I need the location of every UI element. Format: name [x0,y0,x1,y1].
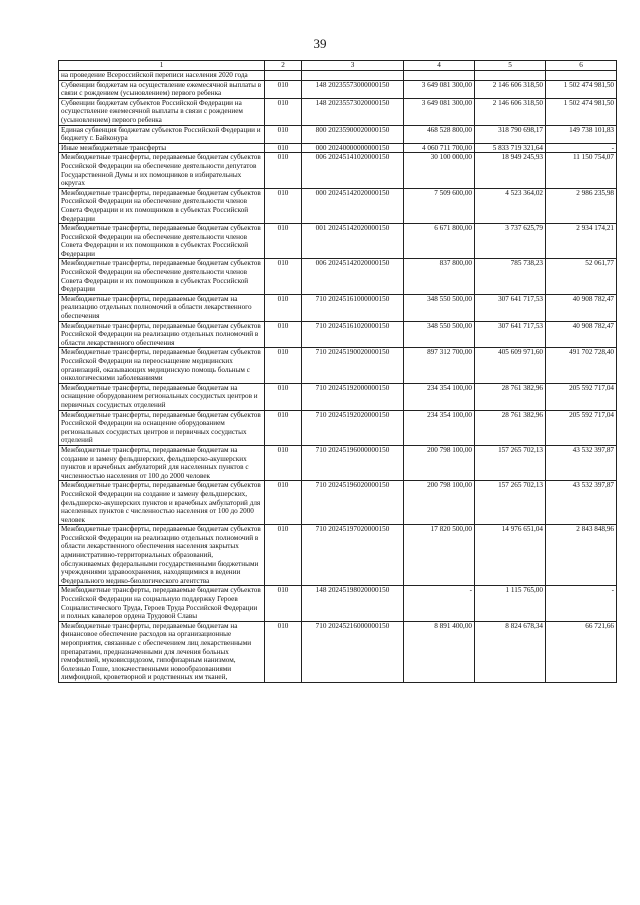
row-name: Межбюджетные трансферты, передаваемые бюджетам на создание и замену фельдшерских, фельдшерско-акушерских пунктов и врачебных амбулаторий для населенных пунктов с численностью населения от 100 до 2000 человек [59,445,265,480]
row-executed-amount: 157 265 702,13 [475,481,546,525]
row-budget-code: 000 20240000000000150 [302,143,404,153]
table-row [59,224,617,259]
row-line-code: 010 [265,98,302,125]
row-name: Субвенции бюджетам на осуществление ежемесячной выплаты в связи с рождением (усыновлением) первого ребенка [59,80,265,98]
row-approved-amount: 200 798 100,00 [404,445,475,480]
row-name: Межбюджетные трансферты, передаваемые бюджетам субъектов Российской Федерации на переоснащение медицинских организаций, оказывающих медицинскую помощь больным с онкологическими заболеваниями [59,348,265,383]
row-approved-amount: 3 649 081 300,00 [404,98,475,125]
table-header-row [59,61,617,71]
row-budget-code: 710 20245216000000150 [302,621,404,682]
row-approved-amount [404,71,475,81]
row-budget-code: 006 20245141020000150 [302,153,404,188]
row-executed-amount: 1 115 765,00 [475,586,546,621]
row-line-code: 010 [265,294,302,321]
row-approved-amount: 468 528 800,00 [404,125,475,143]
row-executed-amount [475,71,546,81]
table-row [59,321,617,348]
row-executed-amount: 157 265 702,13 [475,445,546,480]
row-unexecuted-amount: 2 986 235,98 [546,188,617,223]
row-approved-amount: 7 509 600,00 [404,188,475,223]
row-line-code: 010 [265,143,302,153]
row-unexecuted-amount: 11 150 754,07 [546,153,617,188]
row-unexecuted-amount: 149 738 101,83 [546,125,617,143]
row-line-code: 010 [265,259,302,294]
row-executed-amount: 2 146 606 318,50 [475,98,546,125]
row-approved-amount: 6 671 800,00 [404,224,475,259]
row-approved-amount: 3 649 081 300,00 [404,80,475,98]
table-row [59,153,617,188]
row-executed-amount: 3 737 625,79 [475,224,546,259]
row-budget-code: 710 20245161000000150 [302,294,404,321]
table-row [59,348,617,383]
row-line-code: 010 [265,80,302,98]
row-approved-amount: 4 060 711 700,00 [404,143,475,153]
row-unexecuted-amount: - [546,143,617,153]
row-executed-amount: 8 824 678,34 [475,621,546,682]
row-unexecuted-amount: 2 843 848,96 [546,525,617,586]
table-row [59,143,617,153]
row-name: Межбюджетные трансферты, передаваемые бюджетам субъектов Российской Федерации на оснащение оборудованием региональных сосудистых центров и первичных сосудистых отделений [59,410,265,445]
row-name: на проведение Всероссийской переписи населения 2020 года [59,71,265,81]
row-line-code: 010 [265,125,302,143]
row-executed-amount: 405 609 971,60 [475,348,546,383]
table-row [59,481,617,525]
row-budget-code: 001 20245142020000150 [302,224,404,259]
row-budget-code: 800 20235900020000150 [302,125,404,143]
row-budget-code: 006 20245142020000150 [302,259,404,294]
row-approved-amount: 17 820 500,00 [404,525,475,586]
row-name: Межбюджетные трансферты, передаваемые бюджетам на реализацию отдельных полномочий в области лекарственного обеспечения [59,294,265,321]
table-row [59,525,617,586]
row-unexecuted-amount: 491 702 728,40 [546,348,617,383]
row-unexecuted-amount: 205 592 717,04 [546,410,617,445]
row-executed-amount: 28 761 382,96 [475,383,546,410]
row-executed-amount: 14 976 651,04 [475,525,546,586]
table-row [59,294,617,321]
row-name: Межбюджетные трансферты, передаваемые бюджетам субъектов Российской Федерации на обеспечение деятельности членов Совета Федерации и их помощников в субъектах Российской Федерации [59,224,265,259]
row-name: Межбюджетные трансферты, передаваемые бюджетам субъектов Российской Федерации на социальную поддержку Героев Социалистического Труда, Героев Труда Российской Федерации и полных кавалеров ордена Трудовой Славы [59,586,265,621]
row-line-code: 010 [265,188,302,223]
row-unexecuted-amount: - [546,586,617,621]
page-number: 39 [313,36,327,51]
row-approved-amount: 348 550 500,00 [404,294,475,321]
row-line-code: 010 [265,153,302,188]
table-row [59,125,617,143]
row-executed-amount: 2 146 606 318,50 [475,80,546,98]
header-col-6: 6 [546,61,617,71]
row-approved-amount: 234 354 100,00 [404,383,475,410]
row-name: Межбюджетные трансферты, передаваемые бюджетам субъектов Российской Федерации на реализацию отдельных полномочий в области лекарственного обеспечения [59,321,265,348]
budget-table [58,60,617,683]
table-row [59,80,617,98]
row-unexecuted-amount: 205 592 717,04 [546,383,617,410]
table-row [59,383,617,410]
row-approved-amount: 897 312 700,00 [404,348,475,383]
row-unexecuted-amount: 52 061,77 [546,259,617,294]
row-approved-amount: 30 100 000,00 [404,153,475,188]
table-row [59,71,617,81]
row-unexecuted-amount [546,71,617,81]
row-line-code: 010 [265,525,302,586]
row-executed-amount: 5 833 719 321,64 [475,143,546,153]
row-line-code: 010 [265,481,302,525]
row-executed-amount: 18 949 245,93 [475,153,546,188]
header-col-5: 5 [475,61,546,71]
row-name: Межбюджетные трансферты, передаваемые бюджетам на финансовое обеспечение расходов на организационные мероприятия, связанные с обеспечением лиц лекарственными препаратами, предназначенными для лечения больных гемофилией, муковисцидозом, гипофизарным нанизмом, болезнью Гоше, злокачественными новообразованиями лимфоидной, кроветворной и родственных им тканей, [59,621,265,682]
row-budget-code: 148 20245198020000150 [302,586,404,621]
row-unexecuted-amount: 40 908 782,47 [546,321,617,348]
row-budget-code: 710 20245197020000150 [302,525,404,586]
row-name: Межбюджетные трансферты, передаваемые бюджетам субъектов Российской Федерации на обеспечение деятельности членов Совета Федерации и их помощников в субъектах Российской Федерации [59,259,265,294]
row-name: Единая субвенция бюджетам субъектов Российской Федерации и бюджету г. Байконура [59,125,265,143]
row-budget-code: 148 20235573020000150 [302,98,404,125]
row-line-code: 010 [265,321,302,348]
header-col-2: 2 [265,61,302,71]
row-approved-amount: 837 800,00 [404,259,475,294]
row-name: Межбюджетные трансферты, передаваемые бюджетам субъектов Российской Федерации на создание и замену фельдшерских, фельдшерско-акушерских пунктов и врачебных амбулаторий для населенных пунктов с численностью населения от 100 до 2000 человек [59,481,265,525]
row-unexecuted-amount: 40 908 782,47 [546,294,617,321]
row-name: Иные межбюджетные трансферты [59,143,265,153]
row-approved-amount: - [404,586,475,621]
row-approved-amount: 200 798 100,00 [404,481,475,525]
header-col-3: 3 [302,61,404,71]
row-executed-amount: 318 790 698,17 [475,125,546,143]
table-row [59,259,617,294]
row-budget-code: 710 20245196020000150 [302,481,404,525]
row-line-code: 010 [265,445,302,480]
row-unexecuted-amount: 1 502 474 981,50 [546,80,617,98]
row-executed-amount: 307 641 717,53 [475,294,546,321]
row-unexecuted-amount: 2 934 174,21 [546,224,617,259]
row-executed-amount: 785 738,23 [475,259,546,294]
row-budget-code: 710 20245192000000150 [302,383,404,410]
row-name: Межбюджетные трансферты, передаваемые бюджетам на оснащение оборудованием региональных сосудистых центров и первичных сосудистых отделений [59,383,265,410]
table-row [59,98,617,125]
row-line-code: 010 [265,586,302,621]
row-line-code: 010 [265,224,302,259]
row-name: Межбюджетные трансферты, передаваемые бюджетам субъектов Российской Федерации на обеспечение деятельности депутатов Государственной Думы и их помощников в избирательных округах [59,153,265,188]
row-line-code: 010 [265,410,302,445]
row-budget-code: 000 20245142020000150 [302,188,404,223]
row-budget-code: 710 20245190020000150 [302,348,404,383]
row-unexecuted-amount: 66 721,66 [546,621,617,682]
row-budget-code: 710 20245192020000150 [302,410,404,445]
table-row [59,410,617,445]
row-line-code: 010 [265,348,302,383]
row-name: Межбюджетные трансферты, передаваемые бюджетам субъектов Российской Федерации на обеспечение деятельности членов Совета Федерации и их помощников в субъектах Российской Федерации [59,188,265,223]
row-unexecuted-amount: 43 532 397,87 [546,481,617,525]
row-name: Субвенции бюджетам субъектов Российской Федерации на осуществление ежемесячной выплаты в связи с рождением (усыновлением) первого ребенка [59,98,265,125]
row-executed-amount: 28 761 382,96 [475,410,546,445]
row-line-code [265,71,302,81]
table-row [59,188,617,223]
row-unexecuted-amount: 1 502 474 981,50 [546,98,617,125]
row-budget-code: 710 20245161020000150 [302,321,404,348]
row-line-code: 010 [265,621,302,682]
row-budget-code: 148 20235573000000150 [302,80,404,98]
row-unexecuted-amount: 43 532 397,87 [546,445,617,480]
row-budget-code: 710 20245196000000150 [302,445,404,480]
table-body [59,71,617,683]
row-name: Межбюджетные трансферты, передаваемые бюджетам субъектов Российской Федерации на реализацию отдельных полномочий в области лекарственного обеспечения населения закрытых административно-территориальных образований, обслуживаемых федеральными государственными бюджетными учреждениями здравоохранения, находящимися в ведении Федерального медико-биологического агентства [59,525,265,586]
table-row [59,586,617,621]
row-approved-amount: 234 354 100,00 [404,410,475,445]
row-executed-amount: 307 641 717,53 [475,321,546,348]
header-col-1: 1 [59,61,265,71]
row-budget-code [302,71,404,81]
header-col-4: 4 [404,61,475,71]
row-approved-amount: 348 550 500,00 [404,321,475,348]
table-row [59,621,617,682]
row-line-code: 010 [265,383,302,410]
row-executed-amount: 4 523 364,02 [475,188,546,223]
table-row [59,445,617,480]
row-approved-amount: 8 891 400,00 [404,621,475,682]
